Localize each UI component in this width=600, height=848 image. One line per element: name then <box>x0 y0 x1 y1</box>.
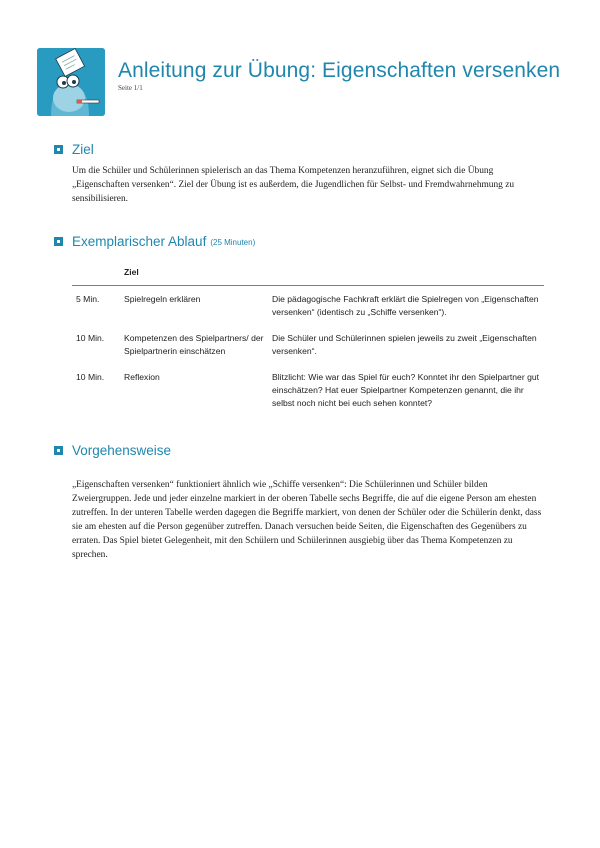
table-row <box>72 293 544 319</box>
section-title: Vorgehensweise <box>72 443 172 458</box>
duration-label: (25 Minuten) <box>210 238 256 247</box>
table-cell-description: Die pädagogische Fachkraft erklärt die Spielregen von „Eigenschaften versenken“ (identisch zu „Schiffe versenken“). <box>272 294 539 317</box>
table-row <box>72 332 544 358</box>
table-cell-description: Blitzlicht: Wie war das Spiel für euch? Konntet ihr den Spielpartner gut einschätzen? Hat euer Spielpartner Kompetenzen genannt, die ihr selbst noch nicht bei euch sehen konntet? <box>272 372 540 408</box>
table-cell-duration: 5 Min. <box>76 294 100 304</box>
table-cell-duration: 10 Min. <box>76 333 105 343</box>
table-cell-duration: 10 Min. <box>76 372 105 382</box>
table-cell-step: Reflexion <box>124 372 160 382</box>
section-title: Exemplarischer Ablauf <box>72 234 207 249</box>
bullet-square-icon <box>54 237 63 246</box>
table-cell-step: Kompetenzen des Spielpartners/ der Spielpartnerin einschätzen <box>124 333 264 356</box>
bullet-square-icon <box>54 145 63 154</box>
section-heading-vorgehen <box>54 443 171 458</box>
table-header-row <box>72 266 544 286</box>
schedule-table <box>72 266 544 410</box>
table-cell-description: Die Schüler und Schülerinnen spielen jeweils zu zweit „Eigenschaften versenken“. <box>272 333 537 356</box>
table-cell-step: Spielregeln erklären <box>124 294 201 304</box>
section-heading-ablauf <box>54 234 255 249</box>
table-row <box>72 371 544 410</box>
vorgehen-paragraph: „Eigenschaften versenken“ funktioniert ähnlich wie „Schiffe versenken“: Die Schülerinnen und Schüler bilden Zweiergruppen. Jede und jeder einzelne markiert in der oberen Tabelle sechs Begriffe, die auf die eigene Person am ehesten zutreffen. In der unteren Tabelle werden dagegen die Begriffe markiert, von denen der Schüler oder die Schülerin denkt, dass sie am ehesten auf die Person gegenüber zutreffen. Danach versuchen beide Seiten, die Eigenschaften des Gegenübers zu erraten. Das Spiel bietet Gelegenheit, mit den Schülern und Schülerinnen ausgiebig über das Thema Kompetenzen zu sprechen. <box>72 480 542 560</box>
page-number: Seite 1/1 <box>118 84 143 92</box>
section-title: Ziel <box>72 142 94 157</box>
section-heading-ziel <box>54 142 94 157</box>
logo-illustration <box>37 48 105 116</box>
table-header-cell <box>72 266 124 285</box>
bullet-square-icon <box>54 446 63 455</box>
table-header-cell <box>272 266 544 285</box>
page-title: Anleitung zur Übung: Eigenschaften versenken <box>118 59 561 82</box>
ziel-paragraph: Um die Schüler und Schülerinnen spielerisch an das Thema Kompetenzen heranzuführen, eignet sich die Übung „Eigenschaften versenken“. Ziel der Übung ist es außerdem, die Jugendlichen für Selbst- und Fremdwahrnehmung zu sensibilisieren. <box>72 166 515 204</box>
table-header-cell: Ziel <box>124 267 139 277</box>
thinking-figure-icon <box>37 48 105 116</box>
